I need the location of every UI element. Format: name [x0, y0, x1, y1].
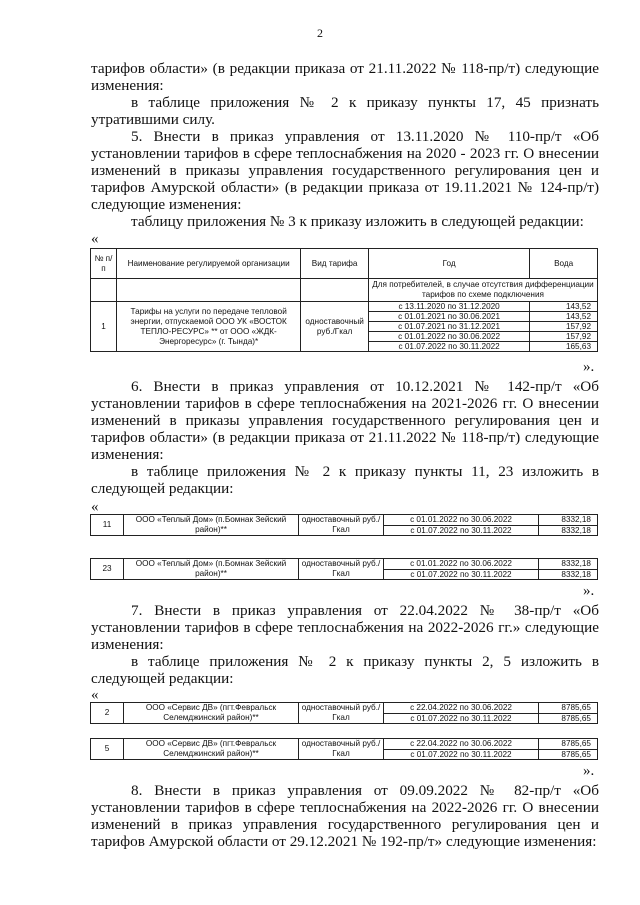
value-cell: 8332,18 [539, 525, 598, 536]
period-cell: с 01.07.2022 по 30.11.2022 [368, 342, 529, 352]
paragraph-5: 5. Внести в приказ управления от 13.11.2020 № 110-пр/т «Об установлении тарифов в сфере теплоснабжения на 2020 - 2023 гг. О внесении изменений в приказы управления государственного регулирования цен и тарифов Амурской области» (в редакции приказа от 19.11.2021 № 124-пр/т) следующие изменения: [91, 128, 599, 213]
table-header-row [91, 249, 598, 279]
table-row [91, 515, 598, 526]
row-org: ООО «Теплый Дом» (п.Бомнак Зейский район)** [124, 559, 299, 580]
header-org: Наименование регулируемой организации [117, 249, 301, 279]
period-cell: с 01.07.2022 по 30.11.2022 [384, 749, 539, 760]
row-kind: одноставочный руб./Гкал [299, 703, 384, 724]
value-cell: 165,63 [530, 342, 598, 352]
paragraph-1-intro: тарифов области» (в редакции приказа от 21.11.2022 № 118-пр/т) следующие изменения: [91, 60, 599, 94]
paragraph-8: 8. Внести в приказ управления от 09.09.2022 № 82-пр/т «Об установлении тарифов в сфере теплоснабжения на 2022-2026 гг. О внесении изменений в приказ управления государственного регулирования цен и тарифов Амурской области от 29.12.2021 № 192-пр/т» следующие изменения: [91, 782, 599, 850]
row-num: 11 [91, 515, 124, 536]
row-kind: одноставочный руб./Гкал [299, 559, 384, 580]
row-org: ООО «Сервис ДВ» (пгт.Февральск Селемджинский район)** [124, 703, 299, 724]
value-cell: 8785,65 [539, 739, 598, 750]
tariff-table-appendix-3 [90, 248, 598, 352]
value-cell: 143,52 [530, 312, 598, 322]
row-org: Тарифы на услуги по передаче тепловой энергии, отпускаемой ООО УК «ВОСТОК ТЕПЛО-РЕСУРС» ** от ООО «ЖДК-Энергоресурс» (г. Тында)* [117, 302, 301, 352]
period-cell: с 01.01.2022 по 30.06.2022 [384, 559, 539, 570]
value-cell: 8332,18 [539, 515, 598, 526]
subheader-consumers: Для потребителей, в случае отсутствия дифференциации тарифов по схеме подключения [368, 279, 597, 302]
period-cell: с 01.07.2022 по 30.11.2022 [384, 569, 539, 580]
value-cell: 143,52 [530, 302, 598, 312]
row-kind: одноставочный руб./Гкал [301, 302, 369, 352]
quote-close: ». [583, 359, 595, 375]
period-cell: с 01.07.2022 по 30.11.2022 [384, 525, 539, 536]
paragraph-7-item: в таблице приложения № 2 к приказу пункты 2, 5 изложить в следующей редакции: [91, 653, 599, 687]
row-org: ООО «Теплый Дом» (п.Бомнак Зейский район)** [124, 515, 299, 536]
period-cell: с 01.07.2022 по 30.11.2022 [384, 713, 539, 724]
header-num: № п/п [91, 249, 117, 279]
tariff-table-row-2 [90, 702, 598, 724]
value-cell: 8785,65 [539, 703, 598, 714]
period-cell: с 01.07.2021 по 31.12.2021 [368, 322, 529, 332]
table-row [91, 703, 598, 714]
row-num: 5 [91, 739, 124, 760]
row-num: 2 [91, 703, 124, 724]
header-year: Год [368, 249, 529, 279]
value-cell: 8332,18 [539, 569, 598, 580]
header-kind: Вид тарифа [301, 249, 369, 279]
period-cell: с 22.04.2022 по 30.06.2022 [384, 739, 539, 750]
row-kind: одноставочный руб./Гкал [299, 739, 384, 760]
period-cell: с 13.11.2020 по 31.12.2020 [368, 302, 529, 312]
value-cell: 8785,65 [539, 749, 598, 760]
table-row [91, 302, 598, 312]
row-kind: одноставочный руб./Гкал [299, 515, 384, 536]
row-num: 1 [91, 302, 117, 352]
row-org: ООО «Сервис ДВ» (пгт.Февральск Селемджинский район)** [124, 739, 299, 760]
quote-open: « [91, 687, 99, 703]
paragraph-6: 6. Внести в приказ управления от 10.12.2021 № 142-пр/т «Об установлении тарифов в сфере теплоснабжения на 2021-2026 гг. О внесении изменений в приказы управления государственного регулирования цен и тарифов области» (в редакции приказа от 21.11.2022 № 118-пр/т) следующие изменения: [91, 378, 599, 463]
value-cell: 157,92 [530, 322, 598, 332]
paragraph-7: 7. Внести в приказ управления от 22.04.2022 № 38-пр/т «Об установлении тарифов в сфере теплоснабжения на 2022-2026 гг.» следующие изменения: [91, 602, 599, 653]
table-subheader-row [91, 279, 598, 302]
quote-close: ». [583, 763, 595, 779]
value-cell: 157,92 [530, 332, 598, 342]
page-number: 2 [317, 26, 323, 40]
tariff-table-row-5 [90, 738, 598, 760]
period-cell: с 22.04.2022 по 30.06.2022 [384, 703, 539, 714]
quote-open: « [91, 231, 99, 247]
tariff-table-row-11 [90, 514, 598, 536]
period-cell: с 01.01.2022 по 30.06.2022 [384, 515, 539, 526]
quote-close: ». [583, 583, 595, 599]
value-cell: 8785,65 [539, 713, 598, 724]
table-row [91, 739, 598, 750]
header-water: Вода [530, 249, 598, 279]
row-num: 23 [91, 559, 124, 580]
value-cell: 8332,18 [539, 559, 598, 570]
period-cell: с 01.01.2021 по 30.06.2021 [368, 312, 529, 322]
paragraph-6-item: в таблице приложения № 2 к приказу пункты 11, 23 изложить в следующей редакции: [91, 463, 599, 497]
table-row [91, 559, 598, 570]
quote-open: « [91, 499, 99, 515]
paragraph-1-item: в таблице приложения № 2 к приказу пункты 17, 45 признать утратившими силу. [91, 94, 599, 128]
tariff-table-row-23 [90, 558, 598, 580]
paragraph-5-item: таблицу приложения № 3 к приказу изложить в следующей редакции: [131, 213, 584, 230]
period-cell: с 01.01.2022 по 30.06.2022 [368, 332, 529, 342]
